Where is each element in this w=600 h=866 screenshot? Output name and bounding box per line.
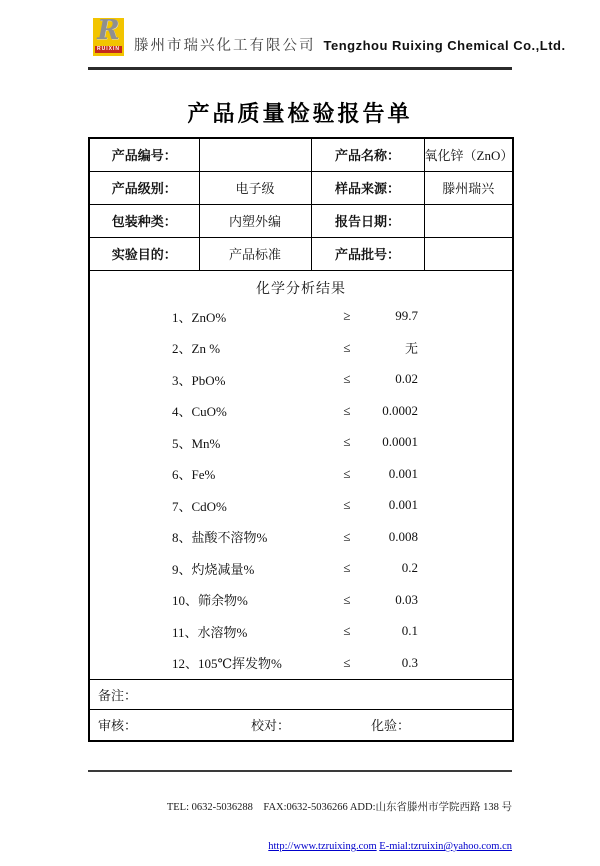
analyte-value: 0.02 (395, 371, 418, 387)
test-purpose-value: 产品标准 (199, 237, 311, 270)
relation-symbol: ≤ (343, 528, 351, 544)
signoff-cell (89, 709, 513, 741)
batch-no-value (424, 237, 513, 270)
logo-brand-band: RUIXIN (95, 46, 122, 53)
analysis-item (90, 647, 512, 679)
company-name-en: Tengzhou Ruixing Chemical Co.,Ltd. (323, 38, 566, 53)
email-link[interactable]: E-mial:tzruixin@yahoo.com.cn (379, 841, 512, 852)
analyte-value: 0.008 (388, 528, 418, 544)
sample-source-value: 滕州瑞兴 (424, 171, 513, 204)
review-label: 审核： (98, 718, 138, 734)
analysis-row (89, 270, 513, 679)
report-title: 产品质量检验报告单 (187, 101, 413, 126)
footer-links-line (88, 840, 512, 853)
batch-no-label: 产品批号： (311, 237, 424, 270)
company-name-cn: 滕州市瑞兴化工有限公司 (134, 38, 316, 54)
analysis-item (90, 490, 512, 522)
analyte-label: 4、CuO% (172, 404, 227, 420)
info-row-2 (89, 171, 513, 204)
relation-symbol: ≤ (343, 465, 351, 481)
analysis-section-title: 化学分析结果 (256, 281, 346, 297)
relation-symbol: ≥ (343, 308, 351, 324)
analyte-value: 0.2 (401, 560, 418, 576)
analyte-value: 0.0001 (382, 434, 418, 450)
relation-symbol: ≤ (343, 402, 351, 418)
analyte-label: 3、PbO% (172, 372, 226, 388)
report-date-value (424, 204, 513, 237)
relation-symbol: ≤ (343, 623, 351, 639)
product-grade-value: 电子级 (199, 171, 311, 204)
analyte-label: 5、Mn% (172, 435, 221, 451)
test-purpose-label: 实验目的： (89, 237, 199, 270)
assay-label: 化验： (371, 718, 411, 734)
analysis-item (90, 584, 512, 616)
analyte-value: 无 (404, 341, 418, 357)
analysis-item (90, 395, 512, 427)
proofread-label: 校对： (251, 718, 291, 734)
footer-contact-line: TEL: 0632-5036288 FAX:0632-5036266 ADD:山东省滕州市学院西路 138 号 (166, 802, 512, 813)
report-page (88, 15, 566, 742)
relation-symbol: ≤ (343, 591, 351, 607)
analyte-label: 7、CdO% (172, 498, 227, 514)
analyte-value: 0.001 (388, 465, 418, 481)
page-footer (88, 770, 512, 866)
analyte-label: 9、灼烧减量% (172, 561, 255, 577)
info-row-4 (89, 237, 513, 270)
sample-source-label: 样品来源： (311, 171, 424, 204)
relation-symbol: ≤ (343, 497, 351, 513)
analyte-label: 1、ZnO% (172, 309, 227, 325)
analyte-label: 8、盐酸不溶物% (172, 530, 268, 546)
info-row-3 (89, 204, 513, 237)
relation-symbol: ≤ (343, 654, 351, 670)
website-link[interactable]: http://www.tzruixing.com (268, 841, 377, 852)
product-no-value (199, 138, 311, 171)
analyte-value: 99.7 (395, 308, 418, 324)
letterhead (88, 15, 566, 70)
product-name-label: 产品名称： (311, 138, 424, 171)
analyte-value: 0.1 (401, 623, 418, 639)
analyte-value: 0.0002 (382, 402, 418, 418)
package-type-label: 包装种类： (89, 204, 199, 237)
analyte-value: 0.001 (388, 497, 418, 513)
analyte-label: 11、水溶物% (172, 624, 248, 640)
company-names (134, 34, 566, 55)
signoff-row (89, 709, 513, 741)
product-grade-label: 产品级别： (89, 171, 199, 204)
analysis-item (90, 553, 512, 585)
report-table (88, 137, 514, 742)
remarks-label: 备注： (89, 679, 513, 709)
analysis-item (90, 521, 512, 553)
report-date-label: 报告日期： (311, 204, 424, 237)
analysis-item (90, 332, 512, 364)
product-no-label: 产品编号： (89, 138, 199, 171)
analyte-label: 6、Fe% (172, 467, 216, 483)
analyte-label: 2、Zn % (172, 341, 221, 357)
relation-symbol: ≤ (343, 371, 351, 387)
analyte-label: 12、105℃挥发物% (172, 656, 282, 672)
relation-symbol: ≤ (343, 339, 351, 355)
analysis-item (90, 427, 512, 459)
logo-r-glyph: R (97, 15, 120, 46)
analysis-item (90, 458, 512, 490)
product-name-value: 氧化锌（ZnO） (424, 138, 513, 171)
analysis-item (90, 301, 512, 333)
analysis-item (90, 364, 512, 396)
analysis-section (89, 270, 513, 679)
relation-symbol: ≤ (343, 560, 351, 576)
relation-symbol: ≤ (343, 434, 351, 450)
company-logo (93, 15, 124, 56)
analyte-value: 0.03 (395, 591, 418, 607)
info-row-1 (89, 138, 513, 171)
analyte-label: 10、筛余物% (172, 593, 248, 609)
analysis-item (90, 616, 512, 648)
analyte-value: 0.3 (401, 654, 418, 670)
package-type-value: 内塑外编 (199, 204, 311, 237)
remarks-row (89, 679, 513, 709)
